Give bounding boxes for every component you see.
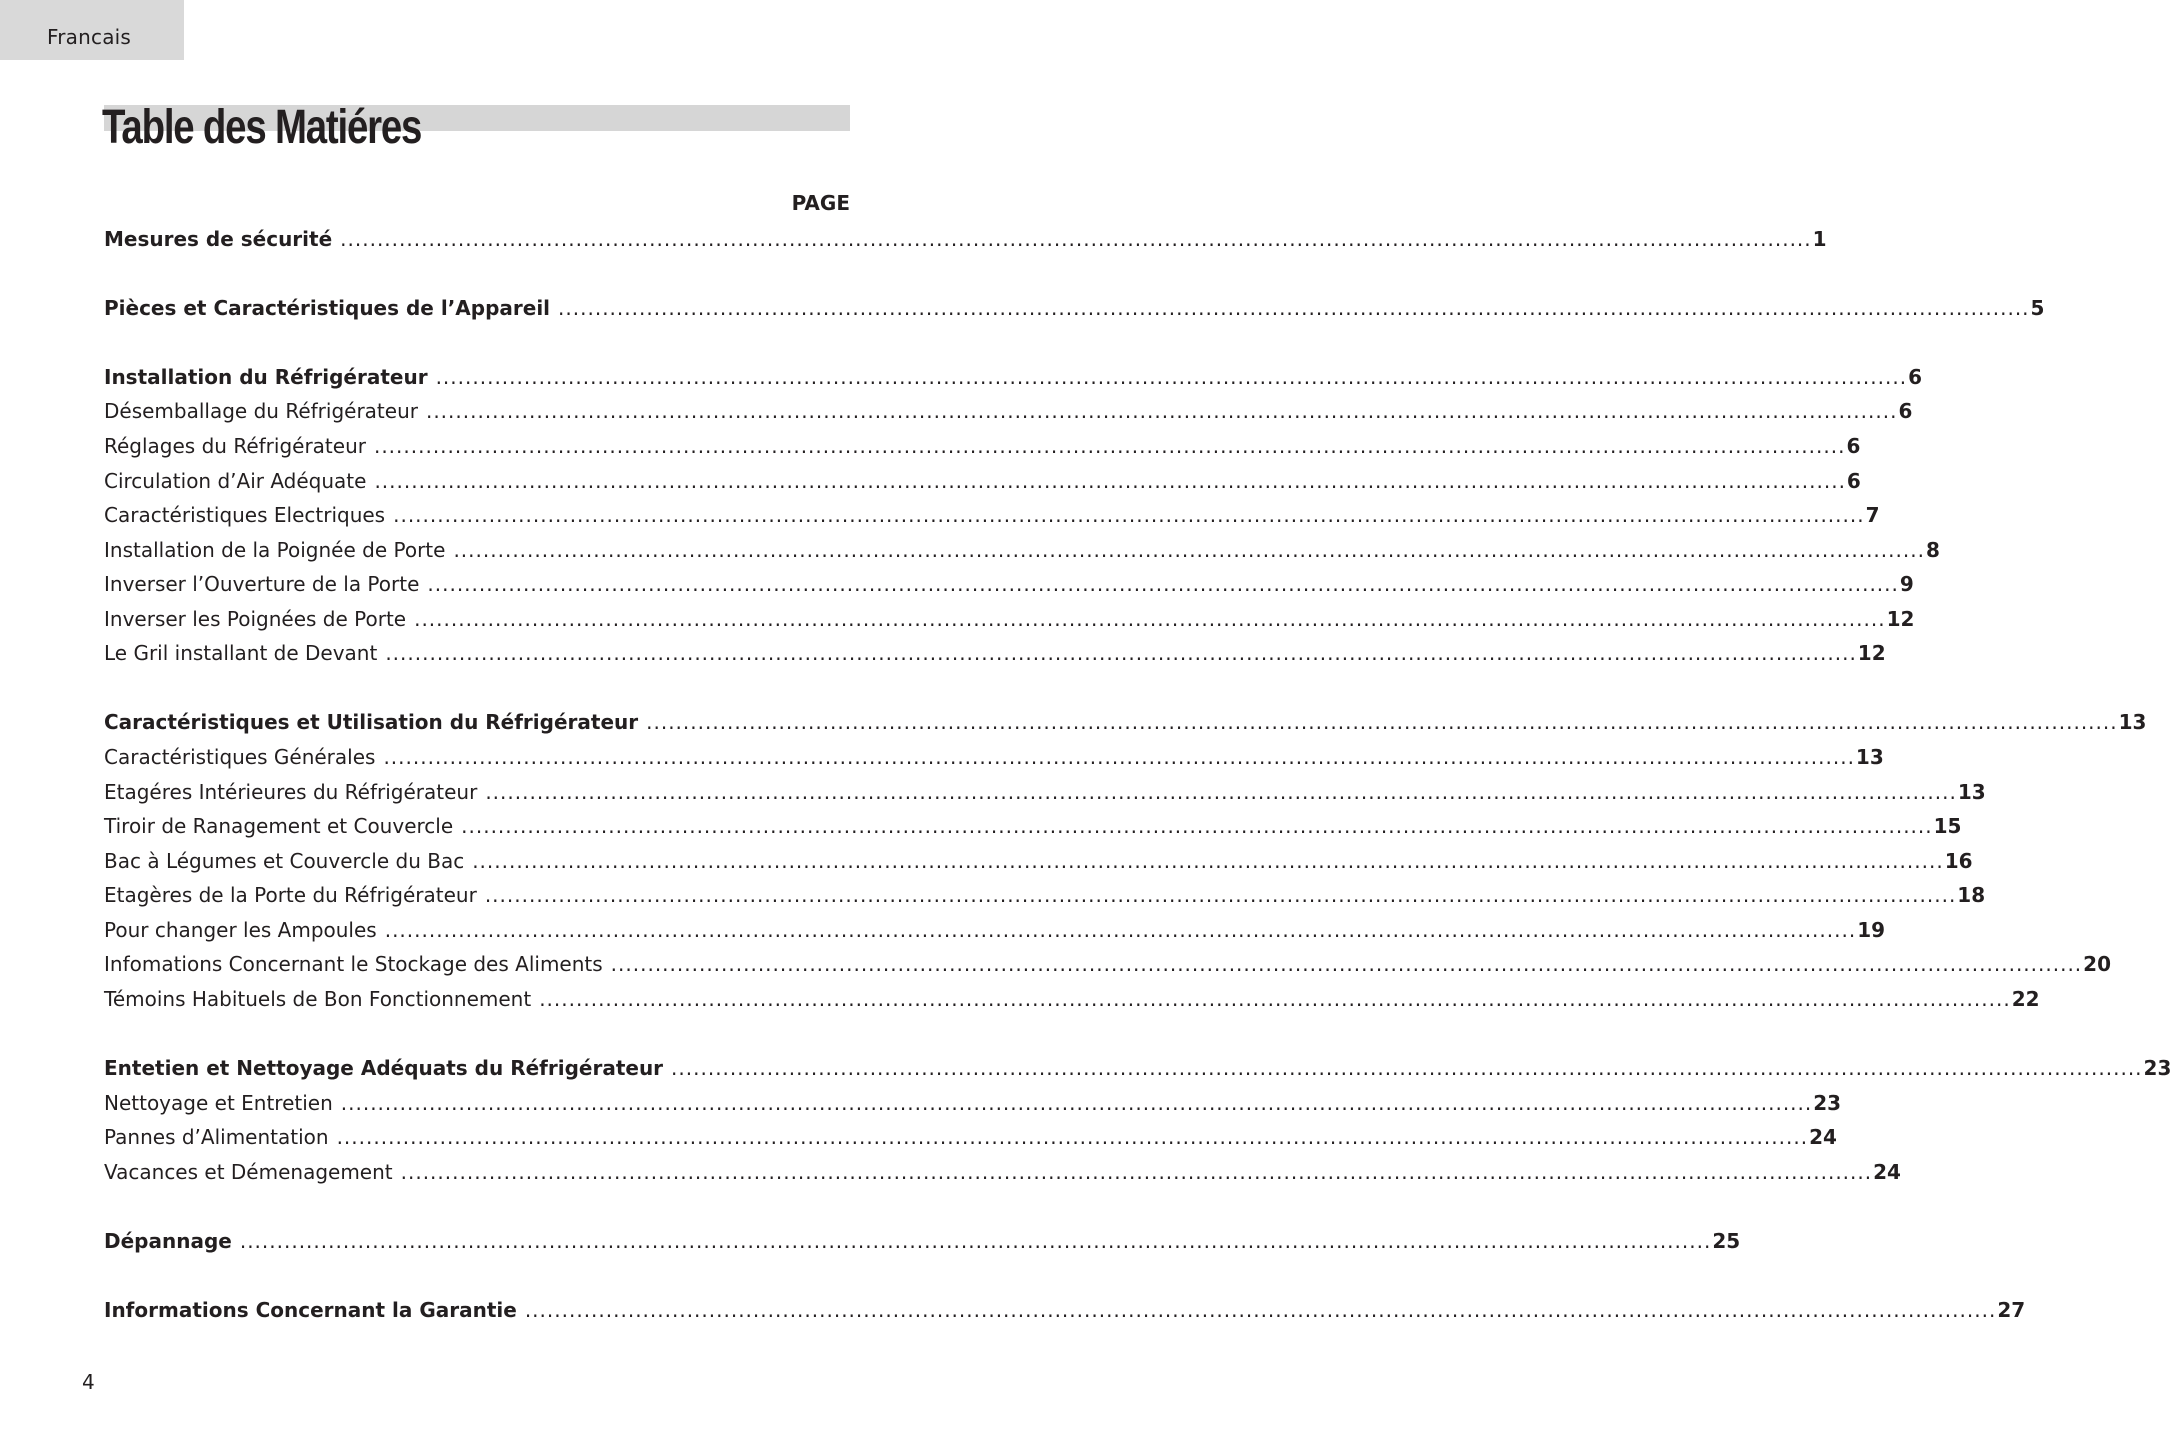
toc-entry bbox=[104, 984, 2040, 1014]
toc-entry-page: 25 bbox=[1712, 1229, 1741, 1253]
toc-entry-label: Bac à Légumes et Couvercle du Bac bbox=[104, 849, 465, 873]
toc-entry-label: Informations Concernant la Garantie bbox=[104, 1298, 517, 1322]
page-number: 4 bbox=[82, 1370, 95, 1394]
toc-entry bbox=[104, 949, 2111, 979]
toc-entry bbox=[104, 535, 1940, 565]
toc-entry-label: Pour changer les Ampoules bbox=[104, 918, 377, 942]
toc-entry-label: Entetien et Nettoyage Adéquats du Réfrigérateur bbox=[104, 1056, 664, 1080]
toc-entry bbox=[104, 846, 1973, 876]
toc-dot-leader: ........................................................................................................................................................................................................ bbox=[374, 469, 1846, 493]
toc-dot-leader: ........................................................................................................................................................................................................ bbox=[373, 434, 1846, 458]
toc-entry-label: Caractéristiques Générales bbox=[104, 745, 376, 769]
toc-entry-label: Inverser les Poignées de Porte bbox=[104, 607, 407, 631]
toc-entry bbox=[104, 431, 1861, 461]
toc-entry-label: Le Gril installant de Devant bbox=[104, 641, 378, 665]
toc-dot-leader: ........................................................................................................................................................................................................ bbox=[400, 1160, 1873, 1184]
toc-dot-leader: ........................................................................................................................................................................................................ bbox=[384, 918, 1857, 942]
toc-entry-label: Pièces et Caractéristiques de l’Appareil bbox=[104, 296, 551, 320]
toc-entry-page: 6 bbox=[1898, 399, 1913, 423]
toc-dot-leader: ........................................................................................................................................................................................................ bbox=[671, 1056, 2143, 1080]
toc-entry-label: Installation de la Poignée de Porte bbox=[104, 538, 446, 562]
toc-entry bbox=[104, 777, 1986, 807]
toc-dot-leader: ........................................................................................................................................................................................................ bbox=[453, 538, 1925, 562]
toc-dot-leader: ........................................................................................................................................................................................................ bbox=[385, 641, 1857, 665]
toc-entry-page: 13 bbox=[1957, 780, 1986, 804]
toc-entry-label: Pannes d’Alimentation bbox=[104, 1125, 329, 1149]
toc-entry-label: Désemballage du Réfrigérateur bbox=[104, 399, 418, 423]
toc-entry-label: Réglages du Réfrigérateur bbox=[104, 434, 366, 458]
toc-entry bbox=[104, 1226, 1741, 1256]
toc-entry-label: Tiroir de Ranagement et Couvercle bbox=[104, 814, 454, 838]
toc-entry bbox=[104, 396, 1913, 426]
toc-dot-leader: ........................................................................................................................................................................................................ bbox=[425, 399, 1898, 423]
toc-entry-label: Témoins Habituels de Bon Fonctionnement bbox=[104, 987, 532, 1011]
toc-entry-page: 13 bbox=[1855, 745, 1884, 769]
toc-entry bbox=[104, 811, 1962, 841]
toc-entry-label: Mesures de sécurité bbox=[104, 227, 333, 251]
toc-dot-leader: ........................................................................................................................................................................................................ bbox=[558, 296, 2030, 320]
toc-entry bbox=[104, 604, 1915, 634]
toc-entry-page: 18 bbox=[1957, 883, 1986, 907]
toc-entry-label: Infomations Concernant le Stockage des Aliments bbox=[104, 952, 603, 976]
toc-entry-page: 12 bbox=[1857, 641, 1886, 665]
toc-entry-page: 23 bbox=[2143, 1056, 2171, 1080]
toc-entry-page: 9 bbox=[1899, 572, 1914, 596]
toc-dot-leader: ........................................................................................................................................................................................................ bbox=[383, 745, 1855, 769]
toc-dot-leader: ........................................................................................................................................................................................................ bbox=[393, 503, 1865, 527]
toc-dot-leader: ........................................................................................................................................................................................................ bbox=[539, 987, 2011, 1011]
toc-dot-leader: ........................................................................................................................................................................................................ bbox=[485, 780, 1957, 804]
toc-entry bbox=[104, 1122, 1837, 1152]
toc-entry-label: Caractéristiques Electriques bbox=[104, 503, 386, 527]
toc-entry-label: Circulation d’Air Adéquate bbox=[104, 469, 367, 493]
toc-entry-page: 6 bbox=[1846, 469, 1861, 493]
toc-entry-page: 24 bbox=[1873, 1160, 1901, 1184]
toc-dot-leader: ........................................................................................................................................................................................................ bbox=[340, 227, 1812, 251]
toc-entry-label: Caractéristiques et Utilisation du Réfrigérateur bbox=[104, 710, 639, 734]
toc-dot-leader: ........................................................................................................................................................................................................ bbox=[414, 607, 1886, 631]
toc-dot-leader: ........................................................................................................................................................................................................ bbox=[239, 1229, 1712, 1253]
toc-dot-leader: ........................................................................................................................................................................................................ bbox=[524, 1298, 1997, 1322]
toc-entry bbox=[104, 742, 1884, 772]
toc-entry-page: 19 bbox=[1857, 918, 1886, 942]
toc-entry bbox=[104, 1053, 2171, 1083]
toc-entry-page: 12 bbox=[1886, 607, 1915, 631]
page-title: Table des Matiéres bbox=[102, 101, 422, 154]
toc-dot-leader: ........................................................................................................................................................................................................ bbox=[610, 952, 2083, 976]
toc-entry-page: 6 bbox=[1846, 434, 1861, 458]
toc-entry-page: 15 bbox=[1933, 814, 1962, 838]
toc-dot-leader: ........................................................................................................................................................................................................ bbox=[336, 1125, 1809, 1149]
toc-entry bbox=[104, 915, 1886, 945]
toc-entry-page: 27 bbox=[1997, 1298, 2026, 1322]
toc-entry bbox=[104, 1088, 1842, 1118]
toc-dot-leader: ........................................................................................................................................................................................................ bbox=[484, 883, 1957, 907]
toc-entry bbox=[104, 1157, 1901, 1187]
toc-entry-page: 5 bbox=[2030, 296, 2045, 320]
toc-entry-label: Vacances et Démenagement bbox=[104, 1160, 393, 1184]
toc-dot-leader: ........................................................................................................................................................................................................ bbox=[435, 365, 1908, 389]
toc-entry bbox=[104, 362, 1922, 392]
toc-dot-leader: ........................................................................................................................................................................................................ bbox=[472, 849, 1944, 873]
toc-entry-page: 20 bbox=[2083, 952, 2111, 976]
toc-entry bbox=[104, 500, 1880, 530]
toc-dot-leader: ........................................................................................................................................................................................................ bbox=[646, 710, 2118, 734]
toc-entry-page: 6 bbox=[1908, 365, 1922, 389]
toc-entry-page: 13 bbox=[2118, 710, 2147, 734]
toc-entry-label: Dépannage bbox=[104, 1229, 232, 1253]
toc-dot-leader: ........................................................................................................................................................................................................ bbox=[340, 1091, 1813, 1115]
toc-entry-page: 7 bbox=[1865, 503, 1880, 527]
language-tab bbox=[0, 0, 184, 60]
toc-dot-leader: ........................................................................................................................................................................................................ bbox=[461, 814, 1933, 838]
toc-entry-label: Installation du Réfrigérateur bbox=[104, 365, 428, 389]
toc-entry-page: 24 bbox=[1809, 1125, 1837, 1149]
toc-entry-page: 1 bbox=[1812, 227, 1827, 251]
toc-entry-page: 22 bbox=[2011, 987, 2040, 1011]
toc-entry-page: 8 bbox=[1925, 538, 1940, 562]
language-label: Francais bbox=[47, 25, 132, 49]
toc-entry-label: Etagéres Intérieures du Réfrigérateur bbox=[104, 780, 478, 804]
toc-entry bbox=[104, 707, 2147, 737]
toc-entry-label: Inverser l’Ouverture de la Porte bbox=[104, 572, 420, 596]
toc-entry bbox=[104, 1295, 2026, 1325]
toc-entry bbox=[104, 466, 1861, 496]
toc-entry-label: Etagères de la Porte du Réfrigérateur bbox=[104, 883, 477, 907]
toc-entry bbox=[104, 293, 2045, 323]
toc-entry bbox=[104, 880, 1986, 910]
toc-entry-page: 23 bbox=[1813, 1091, 1842, 1115]
toc-entry-page: 16 bbox=[1944, 849, 1973, 873]
toc-dot-leader: ........................................................................................................................................................................................................ bbox=[427, 572, 1899, 596]
toc-entry-label: Nettoyage et Entretien bbox=[104, 1091, 333, 1115]
toc-entry bbox=[104, 569, 1914, 599]
toc-entry bbox=[104, 638, 1886, 668]
toc-entry bbox=[104, 224, 1827, 254]
page-column-header: PAGE bbox=[791, 191, 850, 215]
